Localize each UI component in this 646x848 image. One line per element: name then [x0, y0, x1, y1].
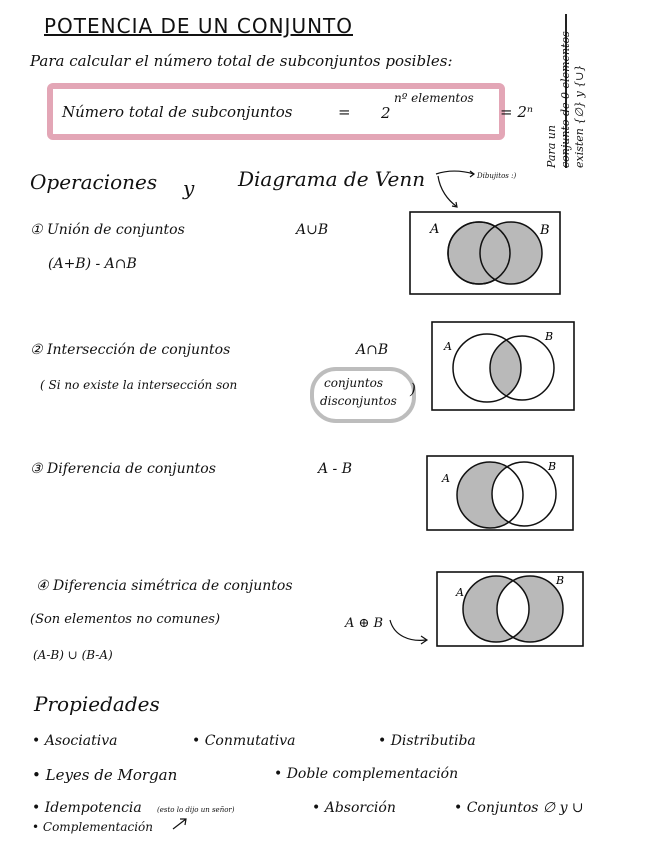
property-distributiva: • Distributiba [378, 733, 476, 749]
op4-symbol: A ⊕ B [345, 616, 384, 631]
venn-intersection-b: B [545, 330, 554, 343]
property-absorcion: • Absorción [312, 800, 396, 816]
venn-union [408, 208, 563, 298]
operations-heading: Operaciones [30, 170, 158, 194]
side-note-line2: conjunto de 0 elementos [559, 31, 572, 168]
property-leyes-morgan: • Leyes de Morgan [32, 766, 178, 784]
op2-note: ( Si no existe la intersección son [40, 378, 238, 392]
formula-right: = 2ⁿ [500, 103, 533, 121]
venn-symmetric-difference [434, 568, 586, 650]
formula-base: 2 [381, 104, 391, 122]
venn-heading: Diagrama de Venn [238, 167, 426, 191]
venn-intersection [430, 318, 578, 414]
op2-bubble-line2: disconjuntos [320, 394, 397, 408]
arrow-icon [170, 816, 190, 832]
side-note [545, 31, 587, 168]
op3-symbol: A - B [318, 461, 353, 477]
property-conjuntos-vacio-universal: • Conjuntos ∅ y ∪ [454, 800, 584, 816]
intro-text: Para calcular el número total de subconjuntos posibles: [30, 52, 453, 70]
arrow-icon [386, 614, 432, 648]
venn-symmetric-a: A [456, 586, 464, 599]
property-idempotencia-note: (esto lo dijo un señor) [157, 806, 235, 814]
venn-union-a: A [430, 222, 440, 237]
venn-difference-a: A [442, 472, 450, 485]
formula-left: Número total de subconjuntos [62, 103, 293, 121]
formula-equals: = [338, 103, 351, 121]
venn-difference [424, 452, 576, 534]
properties-heading: Propiedades [34, 692, 160, 716]
op1-symbol: A∪B [296, 222, 329, 238]
op1-formula: (A+B) - A∩B [48, 256, 137, 272]
formula-exponent: nº elementos [394, 91, 474, 105]
venn-difference-b: B [548, 460, 557, 473]
venn-intersection-a: A [444, 340, 452, 353]
property-conmutativa: • Conmutativa [192, 733, 296, 749]
property-asociativa: • Asociativa [32, 733, 118, 749]
page-title: POTENCIA DE UN CONJUNTO [44, 14, 353, 38]
side-note-line1: Para un [545, 125, 558, 168]
op4-title: ④ Diferencia simétrica de conjuntos [36, 578, 293, 594]
op1-title: ① Unión de conjuntos [30, 222, 185, 238]
property-doble-complementacion: • Doble complementación [274, 766, 459, 782]
dibujitos-note: Dibujitos :) [477, 172, 517, 180]
venn-symmetric-b: B [556, 574, 565, 587]
property-idempotencia: • Idempotencia [32, 800, 142, 816]
op4-note: (Son elementos no comunes) [30, 612, 221, 627]
operations-heading-and: y [183, 176, 195, 200]
property-complementacion: • Complementación [32, 820, 153, 834]
op4-formula: (A-B) ∪ (B-A) [33, 648, 113, 662]
op3-title: ③ Diferencia de conjuntos [30, 461, 216, 477]
op2-bubble-line1: conjuntos [324, 376, 384, 390]
side-note-line3: existen {∅} y {∪} [573, 64, 586, 168]
op2-close: ) [410, 380, 416, 398]
venn-union-b: B [540, 223, 550, 238]
op2-symbol: A∩B [356, 342, 389, 358]
op2-title: ② Intersección de conjuntos [30, 342, 231, 358]
